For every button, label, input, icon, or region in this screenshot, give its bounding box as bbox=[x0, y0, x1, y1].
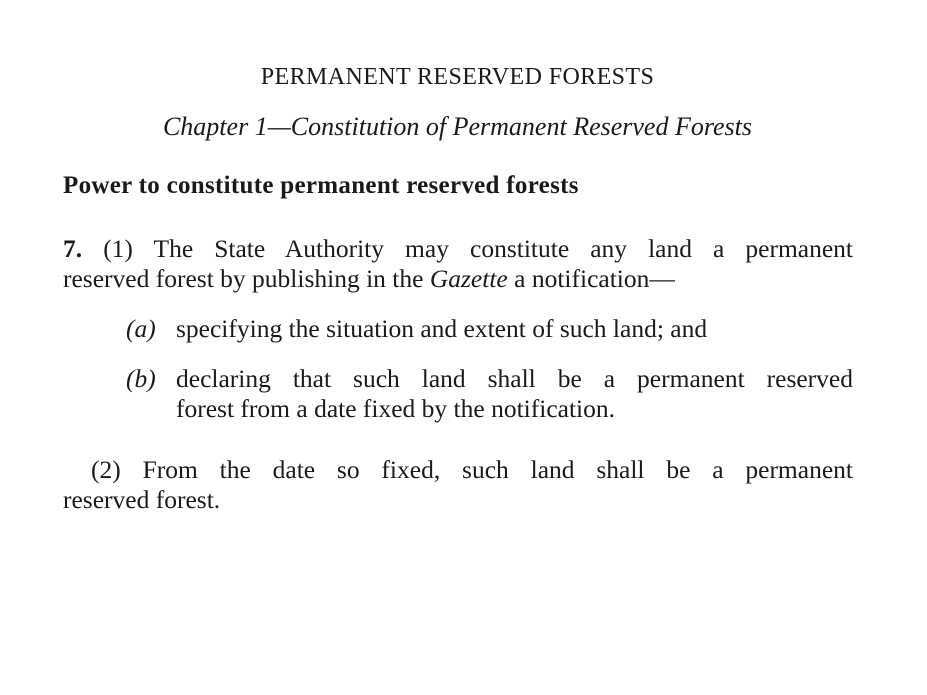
list-item-a-row bbox=[126, 314, 853, 344]
subsection-2-line-1: (2) From the date so fixed, such land shall be a permanent bbox=[91, 455, 853, 484]
section-number: 7. bbox=[63, 234, 83, 263]
subsection-1-text-1: (1) The State Authority may constitute any land a permanent bbox=[103, 234, 854, 263]
subsection-1-line-1 bbox=[63, 234, 853, 264]
subsection-1-line-2 bbox=[63, 264, 853, 294]
subsection-1-text-2b: a notification— bbox=[507, 264, 675, 293]
list-marker-b: (b) bbox=[126, 364, 156, 393]
list-item-a bbox=[126, 314, 853, 344]
part-title: PERMANENT RESERVED FORESTS bbox=[260, 64, 655, 90]
list-item-b-row-1 bbox=[126, 364, 853, 394]
section-heading: Power to constitute permanent reserved forests bbox=[63, 172, 579, 199]
subsection-2 bbox=[63, 455, 853, 515]
list-item-b-row-2 bbox=[126, 394, 853, 424]
list-item-b-text-2: forest from a date fixed by the notification. bbox=[176, 394, 616, 423]
subsection-1-text-2a: reserved forest by publishing in the bbox=[63, 264, 430, 293]
subsection-2-line-2: reserved forest. bbox=[63, 485, 221, 514]
list-marker-a: (a) bbox=[126, 314, 156, 343]
list-item-a-text: specifying the situation and extent of such land; and bbox=[176, 314, 708, 343]
list-item-b bbox=[126, 364, 853, 424]
list-item-b-text-1: declaring that such land shall be a permanent reserved bbox=[176, 364, 853, 393]
chapter-title: Chapter 1—Constitution of Permanent Reserved Forests bbox=[162, 112, 753, 141]
subsection-1 bbox=[63, 234, 853, 294]
gazette-italic: Gazette bbox=[429, 264, 508, 293]
